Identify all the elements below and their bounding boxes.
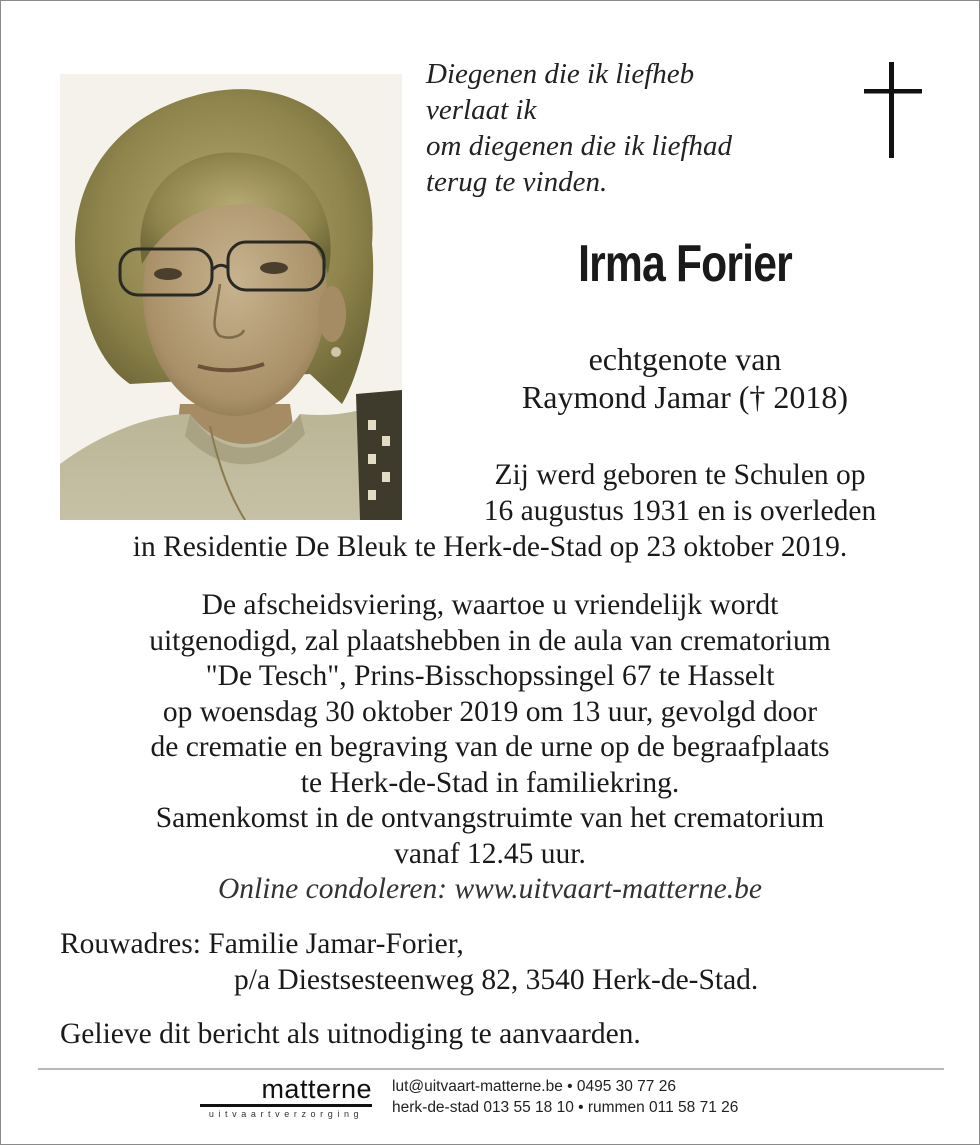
contact-line: herk-de-stad 013 55 18 10 • rummen 011 58 71 26 [392, 1099, 739, 1116]
ceremony-line: de crematie en begraving van de urne op de begraafplaats [150, 731, 830, 763]
deceased-name: Irma Forier [578, 235, 792, 293]
poem-line: terug te vinden. [426, 166, 608, 198]
logo-tagline: uitvaartverzorging [208, 1109, 364, 1119]
ceremony-line: "De Tesch", Prins-Bisschopssingel 67 te Hasselt [205, 660, 775, 692]
ceremony-line: Samenkomst in de ontvangstruimte van het crematorium [155, 802, 825, 834]
logo-bar [200, 1104, 372, 1107]
poem-line: om diegenen die ik liefhad [426, 130, 733, 162]
invitation-request: Gelieve dit bericht als uitnodiging te aanvaarden. [60, 1018, 641, 1050]
spouse-line: Raymond Jamar († 2018) [521, 379, 849, 415]
online-condolence-link[interactable]: Online condoleren: www.uitvaart-matterne.be [217, 873, 762, 905]
address-line: Rouwadres: Familie Jamar-Forier, [60, 928, 464, 960]
logo-brand: matterne [261, 1074, 372, 1104]
ceremony-line: De afscheidsviering, waartoe u vriendelijk wordt [201, 589, 779, 621]
poem-line: Diegenen die ik liefheb [426, 58, 695, 90]
ceremony-line: vanaf 12.45 uur. [394, 837, 586, 870]
poem-line: verlaat ik [426, 94, 537, 126]
spouse-info [430, 340, 940, 416]
birth-line: Zij werd geboren te Schulen op [494, 459, 866, 491]
latin-cross-icon [864, 62, 922, 158]
footer-divider [38, 1068, 944, 1070]
poem [426, 56, 846, 200]
birth-death-info [420, 458, 940, 529]
birth-line: in Residentie De Bleuk te Herk-de-Stad op 23 oktober 2019. [132, 531, 848, 563]
portrait-photo [60, 74, 402, 520]
ceremony-line: uitgenodigd, zal plaatshebben in de aula van crematorium [149, 624, 831, 657]
address-line: p/a Diestsesteenweg 82, 3540 Herk-de-Stad. [234, 964, 759, 996]
mourning-address [60, 926, 758, 998]
ceremony-info [40, 588, 940, 908]
contact-line: lut@uitvaart-matterne.be • 0495 30 77 26 [392, 1078, 676, 1095]
birth-line: 16 augustus 1931 en is overleden [483, 494, 877, 527]
ceremony-line: te Herk-de-Stad in familiekring. [300, 766, 680, 799]
matterne-logo [200, 1074, 372, 1120]
footer-contact [392, 1076, 738, 1118]
death-place-info [40, 530, 940, 566]
spouse-line: echtgenote van [588, 341, 782, 377]
ceremony-line: op woensdag 30 oktober 2019 om 13 uur, gevolgd door [162, 695, 818, 728]
